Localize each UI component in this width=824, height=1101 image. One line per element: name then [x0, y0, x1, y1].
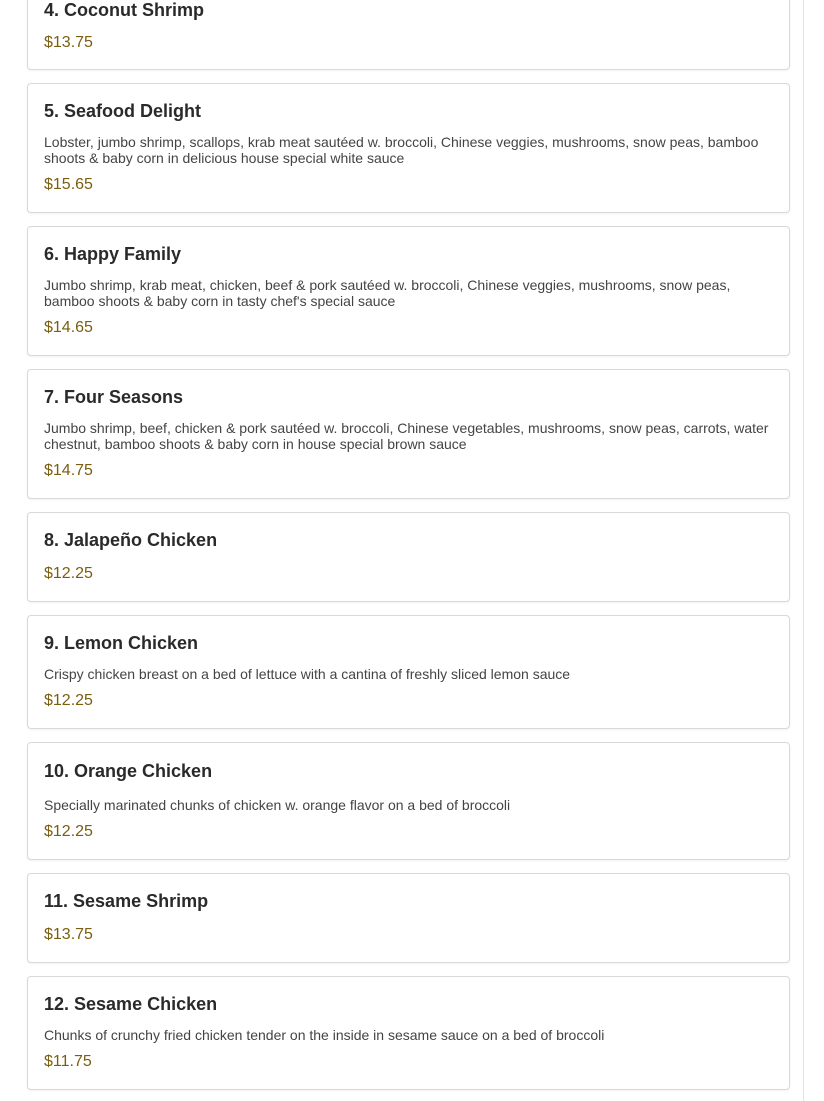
menu-item-name: 11. Sesame Shrimp [44, 891, 209, 911]
menu-item-price: $11.75 [44, 1053, 92, 1070]
menu-item-description: Specially marinated chunks of chicken w. orange flavor on a bed of broccoli [44, 797, 511, 813]
menu-item-price: $12.25 [44, 565, 93, 582]
menu-item-price: $13.75 [44, 34, 93, 51]
menu-item-card[interactable] [27, 226, 790, 356]
menu-item-name: 12. Sesame Chicken [44, 994, 218, 1014]
menu-item-price: $14.65 [44, 319, 93, 336]
content-divider [803, 0, 804, 1101]
menu-item-price: $12.25 [44, 692, 93, 709]
menu-item-name: 4. Coconut Shrimp [44, 0, 205, 20]
menu-item-description: Jumbo shrimp, beef, chicken & pork sautéed w. broccoli, Chinese vegetables, mushrooms, snow peas, carrots, water chestnut, bamboo shoots & baby corn in house special brown sauce [44, 420, 769, 452]
menu-item-description: Lobster, jumbo shrimp, scallops, krab meat sautéed w. broccoli, Chinese veggies, mushrooms, snow peas, bamboo shoots & baby corn in delicious house special white sauce [44, 134, 759, 166]
menu-item-name: 7. Four Seasons [44, 387, 184, 407]
menu-item-name: 8. Jalapeño Chicken [44, 530, 218, 550]
menu-item-card[interactable] [27, 742, 790, 860]
menu-item-card[interactable] [27, 873, 790, 963]
menu-item-description: Jumbo shrimp, krab meat, chicken, beef & pork sautéed w. broccoli, Chinese veggies, mushrooms, snow peas, bamboo shoots & baby corn in tasty chef's special sauce [44, 277, 731, 309]
menu-item-card[interactable] [27, 512, 790, 602]
menu-item-price: $13.75 [44, 926, 93, 943]
menu-item-name: 10. Orange Chicken [44, 761, 213, 781]
menu-item-name: 5. Seafood Delight [44, 101, 202, 121]
menu-item-name: 6. Happy Family [44, 244, 182, 264]
menu-item-description: Chunks of crunchy fried chicken tender on the inside in sesame sauce on a bed of broccoli [44, 1027, 605, 1043]
menu-item-card[interactable] [27, 83, 790, 213]
menu-item-card[interactable] [27, 369, 790, 499]
menu-item-card[interactable] [27, 0, 790, 70]
menu-item-price: $12.25 [44, 823, 93, 840]
menu-item-name: 9. Lemon Chicken [44, 633, 199, 653]
menu-item-description: Crispy chicken breast on a bed of lettuce with a cantina of freshly sliced lemon sauce [44, 666, 571, 682]
menu-item-price: $14.75 [44, 462, 93, 479]
menu-item-card[interactable] [27, 976, 790, 1090]
menu-item-card[interactable] [27, 615, 790, 729]
menu-item-price: $15.65 [44, 176, 93, 193]
